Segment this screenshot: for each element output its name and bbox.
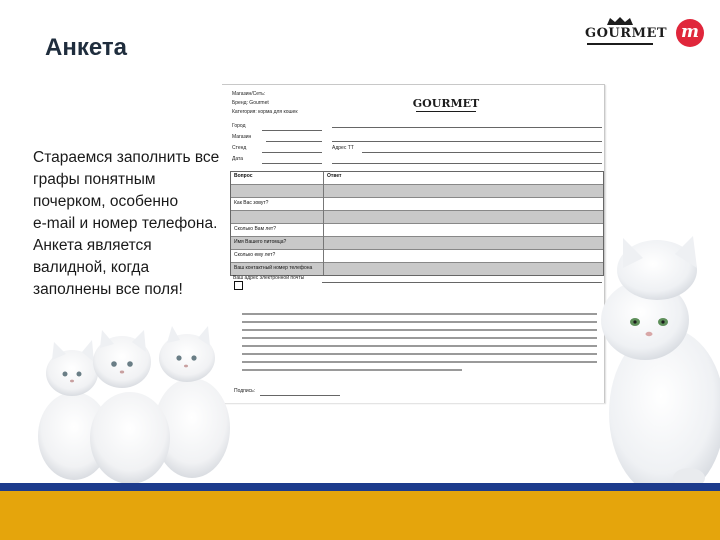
table-row bbox=[231, 197, 603, 211]
form-field-label: Дата bbox=[232, 156, 244, 162]
slide-body-text bbox=[33, 147, 223, 301]
form-field-line bbox=[332, 163, 602, 164]
form-field-line bbox=[262, 130, 322, 131]
consent-checkbox[interactable] bbox=[234, 281, 243, 290]
consent-fine-print bbox=[242, 329, 597, 331]
three-white-kittens-image bbox=[22, 318, 232, 488]
consent-fine-print bbox=[242, 361, 597, 363]
form-field-line bbox=[322, 282, 602, 283]
form-field-line bbox=[262, 163, 322, 164]
body-line: графы понятным bbox=[33, 171, 156, 188]
signature-label: Подпись: bbox=[234, 388, 256, 394]
bottom-bar bbox=[0, 491, 720, 540]
consent-fine-print bbox=[242, 337, 597, 339]
question-table bbox=[230, 171, 604, 276]
form-header-line: Бренд: Gourmet bbox=[232, 100, 269, 106]
survey-form-image bbox=[222, 84, 605, 403]
signature-line bbox=[260, 395, 340, 396]
form-field-line bbox=[332, 127, 602, 128]
form-header-line: Категория: корма для кошек bbox=[232, 109, 298, 115]
gourmet-logo bbox=[585, 16, 668, 48]
table-column-divider bbox=[323, 172, 324, 275]
form-header-line: Магазин/Сеть: bbox=[232, 91, 266, 97]
body-line: Стараемся заполнить все bbox=[33, 149, 220, 166]
form-field-label: Стенд bbox=[232, 145, 247, 151]
crown-icon bbox=[605, 16, 635, 26]
body-line: Анкета является bbox=[33, 237, 152, 254]
question-text: Сколько Вам лет? bbox=[234, 226, 277, 232]
bottom-stripe bbox=[0, 483, 720, 491]
table-row bbox=[231, 249, 603, 263]
form-field-line bbox=[262, 152, 322, 153]
consent-fine-print bbox=[242, 369, 462, 371]
form-field-line bbox=[332, 141, 602, 142]
body-line: валидной, когда bbox=[33, 259, 150, 276]
logo-underline bbox=[587, 43, 653, 45]
question-text: Ваш адрес электронной почты bbox=[233, 275, 305, 281]
form-field-line bbox=[362, 152, 602, 153]
consent-fine-print bbox=[242, 345, 597, 347]
form-field-label: Магазин bbox=[232, 134, 252, 140]
body-line: заполнены все поля! bbox=[33, 281, 183, 298]
body-line: e-mail и номер телефона. bbox=[33, 215, 218, 232]
form-field-line bbox=[266, 141, 322, 142]
question-text: Имя Вашего питомца? bbox=[234, 239, 287, 245]
table-row-shade bbox=[231, 262, 603, 275]
white-persian-cat-image bbox=[585, 228, 720, 493]
consent-fine-print bbox=[242, 313, 597, 315]
table-head-question: Вопрос bbox=[234, 173, 253, 179]
body-line: почерком, особенно bbox=[33, 193, 179, 210]
slide-title: Анкета bbox=[45, 34, 127, 61]
form-field-label: Адрес ТТ bbox=[332, 145, 354, 151]
consent-fine-print bbox=[242, 321, 597, 323]
form-logo-text: GOURMET bbox=[412, 97, 480, 110]
table-row bbox=[231, 223, 603, 237]
table-header-row bbox=[231, 171, 603, 184]
form-field-label: Город bbox=[232, 123, 246, 129]
table-row-shade bbox=[231, 236, 603, 250]
corner-m-logo: m bbox=[676, 19, 704, 47]
form-logo-underline bbox=[416, 111, 476, 112]
question-text: Ваш контактный номер телефона bbox=[234, 265, 313, 271]
question-text: Как Вас зовут? bbox=[234, 200, 269, 206]
table-row-shade bbox=[231, 184, 603, 198]
table-head-answer: Ответ bbox=[327, 173, 342, 179]
form-gourmet-logo bbox=[412, 91, 480, 113]
consent-fine-print bbox=[242, 353, 597, 355]
question-text: Сколько ему лет? bbox=[234, 252, 276, 258]
table-row-shade bbox=[231, 210, 603, 224]
gourmet-logo-text: GOURMET bbox=[585, 26, 668, 41]
